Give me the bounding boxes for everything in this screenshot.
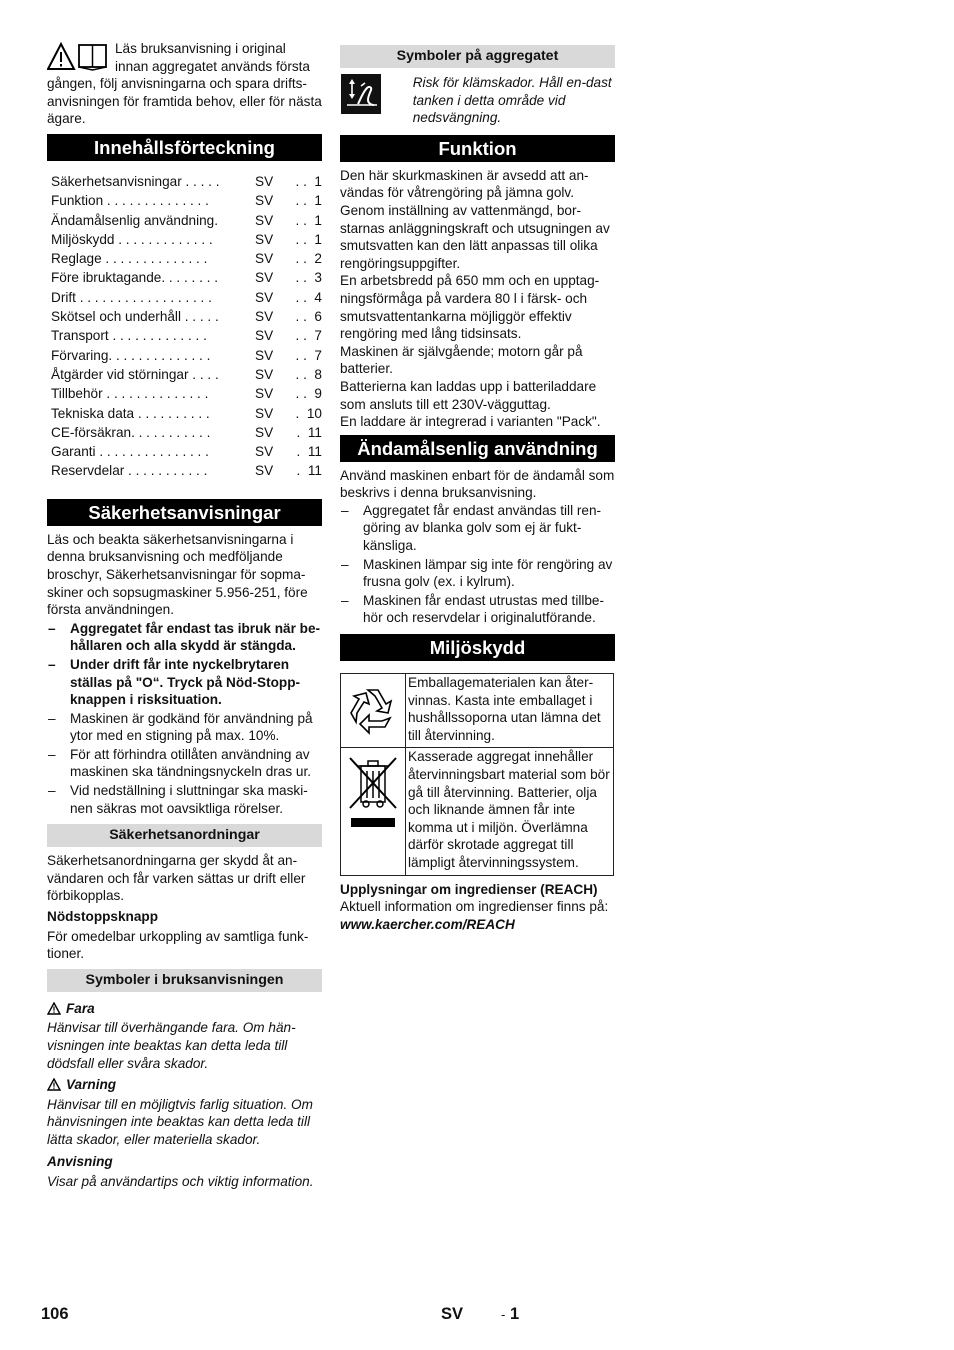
toc-title: Garanti . . . . . . . . . . . . . . . xyxy=(51,444,209,460)
intended-use-item: – Maskinen lämpar sig inte för rengöring av frusna golv (ex. i kylrum). xyxy=(340,556,615,591)
toc-title: Säkerhetsanvisningar . . . . . xyxy=(51,174,220,189)
toc-row[interactable] xyxy=(51,211,322,230)
intended-use-list xyxy=(340,502,615,627)
toc-title: Tekniska data . . . . . . . . . . xyxy=(51,405,210,421)
warning-text: Hänvisar till en möjligtvis farlig situation. Om hänvisningen inte beaktas kan detta leda till lätta skador, eller materiella skador. xyxy=(47,1096,313,1147)
crush-hazard-icon-wrap xyxy=(340,74,413,127)
toc-page: . 11 xyxy=(296,424,322,440)
toc-page: . . 6 xyxy=(295,309,322,325)
manual-symbols-heading: Symboler i bruksanvisningen xyxy=(47,969,322,992)
intro-line-2: innan aggregatet används första xyxy=(115,58,310,74)
toc-page: . 10 xyxy=(295,405,322,421)
environment-heading: Miljöskydd xyxy=(340,634,615,661)
safety-intro: Läs och beakta säkerhetsanvisningarna i denna bruksanvisning och medföljande broschyr, Säkerhetsanvisningar för sopma-skiner och sopsugmaskiner 5.956-251, före första användningen. xyxy=(47,531,308,618)
footer-separator: - xyxy=(501,1307,506,1322)
crush-hazard-icon xyxy=(341,74,381,114)
page-number: 106 xyxy=(41,1305,69,1323)
function-text xyxy=(340,167,615,431)
intended-use-item: – Aggregatet får endast användas till ren-göring av blanka golv som ej är fukt-känsliga. xyxy=(340,502,615,555)
intro-line-1: Läs bruksanvisning i original xyxy=(115,41,286,56)
left-column xyxy=(47,40,322,1191)
toc-lang: SV xyxy=(255,174,274,189)
toc-heading: Innehållsförteckning xyxy=(47,134,322,161)
toc-row[interactable] xyxy=(51,268,322,287)
toc-title: Före ibruktagande. . . . . . . . xyxy=(51,270,218,286)
safety-item: – Vid nedställning i sluttningar ska maski-nen säkras mot oavsiktliga rörelser. xyxy=(47,782,322,817)
danger-label: Fara xyxy=(66,1000,95,1016)
toc-page: . . 7 xyxy=(295,347,322,363)
environment-row xyxy=(341,674,614,748)
warning-label: Varning xyxy=(66,1077,117,1093)
intended-use-heading: Ändamålsenlig användning xyxy=(340,435,615,462)
toc-title: Tillbehör . . . . . . . . . . . . . . xyxy=(51,386,209,402)
machine-symbol-row xyxy=(340,74,615,127)
function-paragraph: En laddare är integrerad i varianten "Pack". xyxy=(340,414,601,430)
toc-lang: SV xyxy=(255,328,274,344)
toc-lang: SV xyxy=(255,405,274,421)
toc-title: Reservdelar . . . . . . . . . . . xyxy=(51,463,208,479)
recycling-icon-cell xyxy=(341,674,406,748)
toc-page: . . 3 xyxy=(295,270,322,286)
toc-page: . . 8 xyxy=(295,366,322,382)
intended-use-intro: Använd maskinen enbart för de ändamål som beskrivs i denna bruksanvisning. xyxy=(340,467,615,501)
environment-row xyxy=(341,748,614,875)
reach-title: Upplysningar om ingredienser (REACH) xyxy=(340,881,598,897)
intro-block xyxy=(47,40,322,128)
toc-title: Åtgärder vid störningar . . . . xyxy=(51,366,219,382)
toc-row[interactable] xyxy=(51,404,322,423)
toc-page: . . 1 xyxy=(295,193,322,209)
safety-item: – För att förhindra otillåten användning av maskinen ska tändningsnyckeln dras ur. xyxy=(47,746,322,781)
footer-language: SV xyxy=(441,1305,464,1323)
toc-page: . . 1 xyxy=(295,174,322,189)
toc-row[interactable] xyxy=(51,307,322,326)
toc-lang: SV xyxy=(255,251,274,267)
toc-lang: SV xyxy=(255,386,274,402)
toc-row[interactable] xyxy=(51,461,322,480)
toc-row[interactable] xyxy=(51,230,322,249)
toc-lang: SV xyxy=(255,347,274,363)
safety-devices-heading: Säkerhetsanordningar xyxy=(47,824,322,847)
toc-page: . . 4 xyxy=(295,289,322,305)
note-label: Anvisning xyxy=(47,1153,113,1169)
toc-page: . 11 xyxy=(296,444,322,460)
environment-table xyxy=(340,673,614,876)
footer-section-page: 1 xyxy=(510,1305,520,1323)
toc-row[interactable] xyxy=(51,288,322,307)
machine-symbols-heading: Symboler på aggregatet xyxy=(340,45,615,68)
toc-row[interactable] xyxy=(51,365,322,384)
toc-row[interactable] xyxy=(51,423,322,442)
toc-page: . 11 xyxy=(296,463,322,479)
crossed-bin-icon-cell xyxy=(341,748,406,875)
warning-triangle-icon xyxy=(47,1078,61,1091)
warning-triangle-icon xyxy=(47,1002,61,1015)
toc-lang: SV xyxy=(255,366,274,382)
toc-lang: SV xyxy=(255,212,274,228)
function-paragraph: En arbetsbredd på 650 mm och en upptag-ningsförmåga på vardera 80 l i färsk- och smutsvattentankarna möjliggör effektiv rengöring med lång tidsinsats. xyxy=(340,273,600,342)
estop-title: Nödstoppsknapp xyxy=(47,909,159,925)
toc-lang: SV xyxy=(255,193,274,209)
toc-page: . . 1 xyxy=(295,212,322,228)
toc-lang: SV xyxy=(255,444,274,460)
disposal-text: Kasserade aggregat innehåller återvinningsbart material som bör gå till återvinning. Batterier, olja och liknande ämnen får inte komma ut i miljön. Överlämna därför skrotade aggregat till lämpligt återvinningssystem. xyxy=(406,748,614,875)
toc-row[interactable] xyxy=(51,249,322,268)
toc-lang: SV xyxy=(255,270,274,286)
function-paragraph: Maskinen är självgående; motorn går på batterier. xyxy=(340,343,583,377)
toc-page: . . 9 xyxy=(295,386,322,402)
toc-title: Miljöskydd . . . . . . . . . . . . . xyxy=(51,231,213,247)
toc-lang: SV xyxy=(255,424,274,440)
machine-symbol-text: Risk för klämskador. Håll en-dast tanken i detta område vid nedsvängning. xyxy=(412,75,612,126)
estop-text: För omedelbar urkoppling av samtliga funk-tioner. xyxy=(47,928,309,962)
toc-list xyxy=(47,172,322,481)
toc-lang: SV xyxy=(255,463,274,479)
toc-row[interactable] xyxy=(51,326,322,345)
toc-page: . . 7 xyxy=(295,328,322,344)
safety-heading: Säkerhetsanvisningar xyxy=(47,499,322,526)
danger-label-row xyxy=(47,1000,322,1018)
danger-text: Hänvisar till överhängande fara. Om hän-visningen inte beaktas kan detta leda till dödsfall eller svåra skador. xyxy=(47,1020,296,1071)
toc-title: CE-försäkran. . . . . . . . . . . xyxy=(51,424,211,440)
toc-lang: SV xyxy=(255,289,274,305)
function-paragraph: Den här skurkmaskinen är avsedd att an-vändas för våtrengöring på jämna golv. Genom inställning av vattenmängd, bor-starnas anläggningskraft och utsugningen av smutsvatten kan den lätt anpassas till olika rengöringsuppgifter. xyxy=(340,167,610,271)
toc-row[interactable] xyxy=(51,384,322,403)
safety-item: – Maskinen är godkänd för användning på ytor med en stigning på max. 10%. xyxy=(47,710,322,745)
warning-label-row xyxy=(47,1076,322,1094)
toc-title: Reglage . . . . . . . . . . . . . . xyxy=(51,251,208,267)
recycling-icon xyxy=(346,682,400,736)
reach-text: Aktuell information om ingredienser finns på: xyxy=(340,899,609,915)
toc-title: Drift . . . . . . . . . . . . . . . . . . xyxy=(51,289,212,305)
function-heading: Funktion xyxy=(340,135,615,162)
intro-icons xyxy=(47,42,109,72)
toc-lang: SV xyxy=(255,309,274,325)
intro-text: gången, följ anvisningarna och spara drifts-anvisningen för framtida behov, eller för nästa ägare. xyxy=(47,76,322,127)
safety-item: – Under drift får inte nyckelbrytaren ställas på "O“. Tryck på Nöd-Stopp-knappen i risksituation. xyxy=(47,656,322,709)
function-paragraph: Batterierna kan laddas upp i batteriladdare som ansluts till ett 230V-vägguttag. xyxy=(340,378,597,412)
toc-title: Funktion . . . . . . . . . . . . . . xyxy=(51,193,209,209)
toc-title: Skötsel och underhåll . . . . . xyxy=(51,309,219,325)
toc-title: Transport . . . . . . . . . . . . . xyxy=(51,328,207,344)
intended-use-item: – Maskinen får endast utrustas med tillbe-hör och reservdelar i originalutförande. xyxy=(340,592,615,627)
toc-row[interactable] xyxy=(51,172,322,191)
toc-page: . . 1 xyxy=(295,231,322,247)
safety-list xyxy=(47,620,322,818)
safety-devices-text: Säkerhetsanordningarna ger skydd åt an-vändaren och får varken sättas ur drift eller förbikopplas. xyxy=(47,853,306,904)
right-column xyxy=(340,45,615,933)
toc-row[interactable] xyxy=(51,442,322,461)
toc-lang: SV xyxy=(255,231,274,247)
toc-page: . . 2 xyxy=(295,251,322,267)
toc-title: Förvaring. . . . . . . . . . . . . . xyxy=(51,347,211,363)
warning-book-icon xyxy=(47,42,109,72)
note-text: Visar på användartips och viktig information. xyxy=(47,1174,314,1190)
reach-link[interactable]: www.kaercher.com/REACH xyxy=(340,916,515,932)
toc-row[interactable] xyxy=(51,191,322,210)
toc-title: Ändamålsenlig användning. xyxy=(51,212,219,228)
crossed-bin-icon xyxy=(346,752,400,832)
safety-item: – Aggregatet får endast tas ibruk när be-hållaren och alla skydd är stängda. xyxy=(47,620,322,655)
toc-row[interactable] xyxy=(51,346,322,365)
recycling-text: Emballagematerialen kan åter-vinnas. Kasta inte emballaget i hushållssoporna utan lämna det till återvinning. xyxy=(406,674,614,748)
